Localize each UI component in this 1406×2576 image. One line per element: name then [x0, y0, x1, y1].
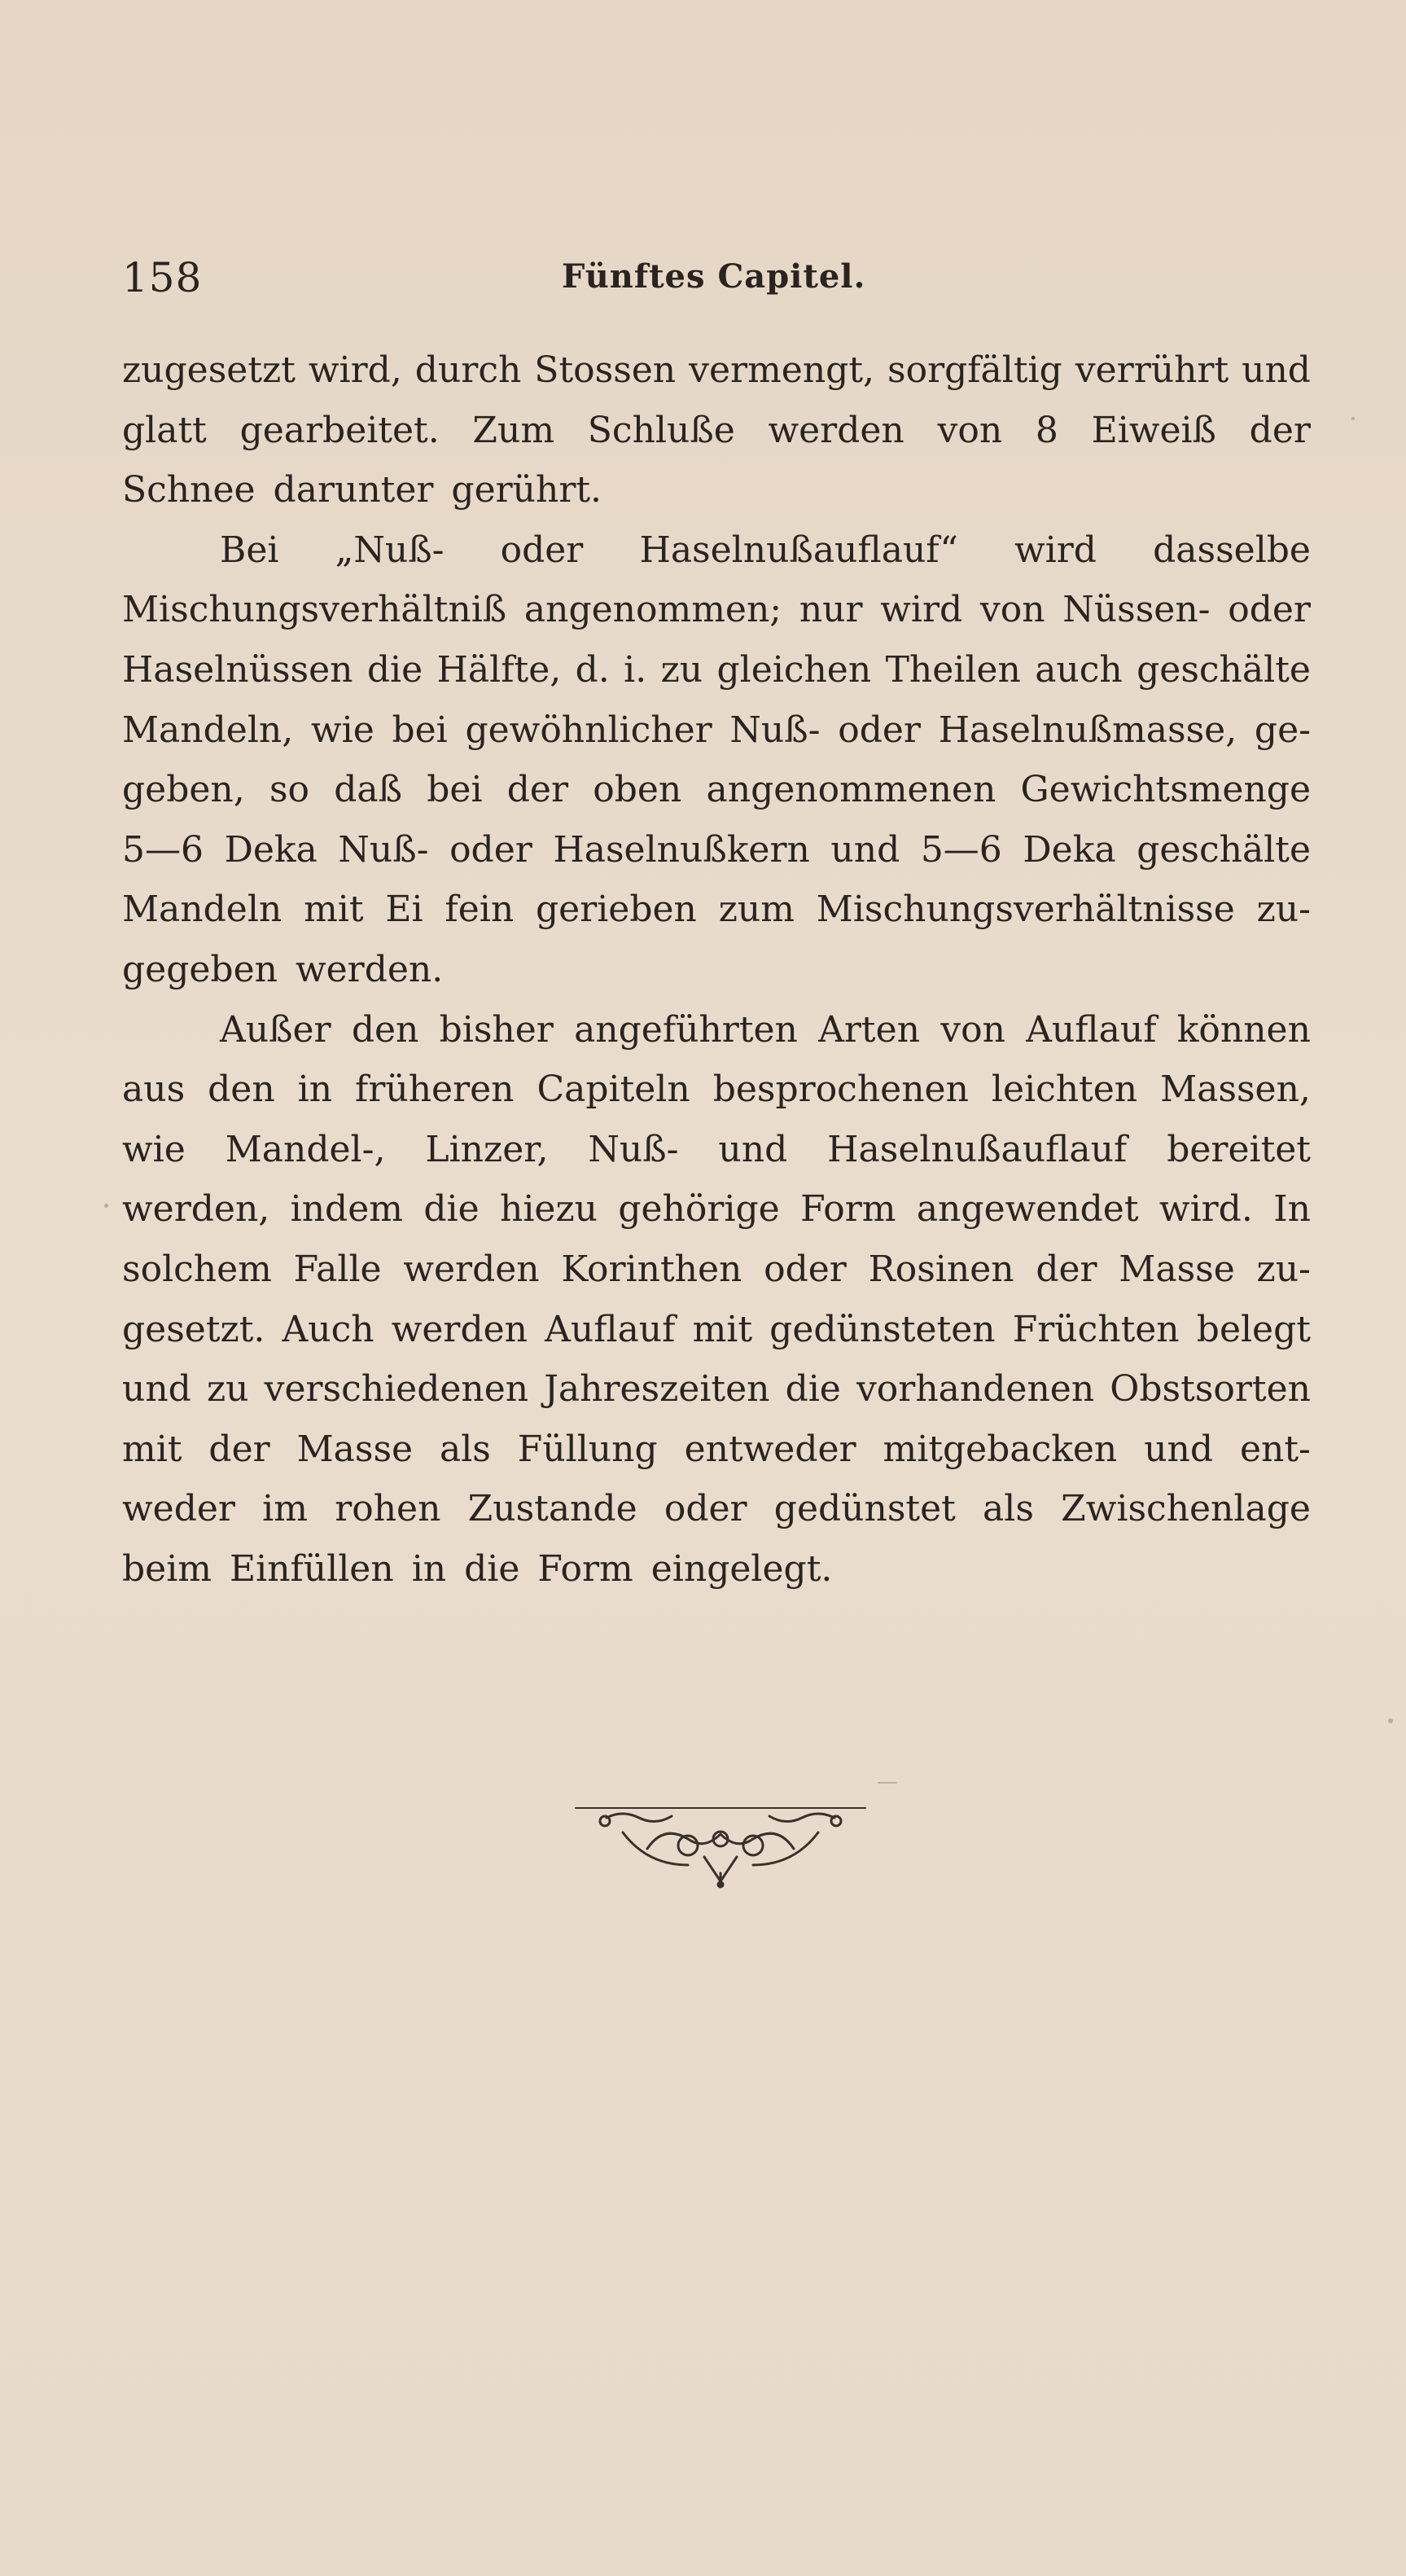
text-line: Mandeln mit Ei fein gerieben zum Mischungsverhältnisse zu-: [122, 889, 1311, 931]
text-line: mit der Masse als Füllung entweder mitgebacken und ent-: [122, 1428, 1311, 1470]
text-line: geben, so daß bei der oben angenommenen Gewichtsmenge: [122, 769, 1311, 811]
text-line: 5—6 Deka Nuß- oder Haselnußkern und 5—6 Deka geschälte: [122, 828, 1311, 871]
text-line: Außer den bisher angeführten Arten von Auflauf können: [220, 1008, 1311, 1051]
text-line: Bei „Nuß- oder Haselnußauflauf“ wird dasselbe: [220, 529, 1311, 571]
paper-speck: [878, 1782, 897, 1784]
text-line: zugesetzt wird, durch Stossen vermengt, sorgfältig verrührt und: [122, 349, 1311, 391]
body-text: [122, 340, 1311, 1599]
floral-vignette-icon: [574, 1800, 867, 1889]
paper-speck: [1351, 417, 1355, 420]
text-line: gegeben werden.: [122, 948, 444, 990]
paper-speck: [104, 1204, 108, 1208]
page-number: 158: [122, 254, 203, 301]
text-line: gesetzt. Auch werden Auflauf mit gedünsteten Früchten belegt: [122, 1308, 1311, 1350]
text-line: solchem Falle werden Korinthen oder Rosinen der Masse zu-: [122, 1248, 1311, 1290]
text-line: werden, indem die hiezu gehörige Form angewendet wird. In: [122, 1188, 1311, 1231]
text-line: aus den in früheren Capiteln besprochenen leichten Massen,: [122, 1069, 1311, 1111]
text-line: Haselnüssen die Hälfte, d. i. zu gleichen Theilen auch geschälte: [122, 648, 1311, 691]
text-line: weder im rohen Zustande oder gedünstet als Zwischenlage: [122, 1488, 1311, 1530]
text-line: Schnee darunter gerührt.: [122, 469, 602, 511]
paper-speck: [1388, 1718, 1393, 1723]
text-line: und zu verschiedenen Jahreszeiten die vorhandenen Obstsorten: [122, 1368, 1311, 1411]
running-head: Fünftes Capitel.: [562, 257, 866, 296]
page-header: [122, 254, 1311, 311]
text-line: glatt gearbeitet. Zum Schluße werden von 8 Eiweiß der: [122, 409, 1311, 451]
text-line: wie Mandel-, Linzer, Nuß- und Haselnußauflauf bereitet: [122, 1128, 1311, 1170]
text-line: Mischungsverhältniß angenommen; nur wird von Nüssen- oder: [122, 589, 1311, 631]
text-line: beim Einfüllen in die Form eingelegt.: [122, 1547, 833, 1590]
text-line: Mandeln, wie bei gewöhnlicher Nuß- oder Haselnußmasse, ge-: [122, 709, 1311, 751]
